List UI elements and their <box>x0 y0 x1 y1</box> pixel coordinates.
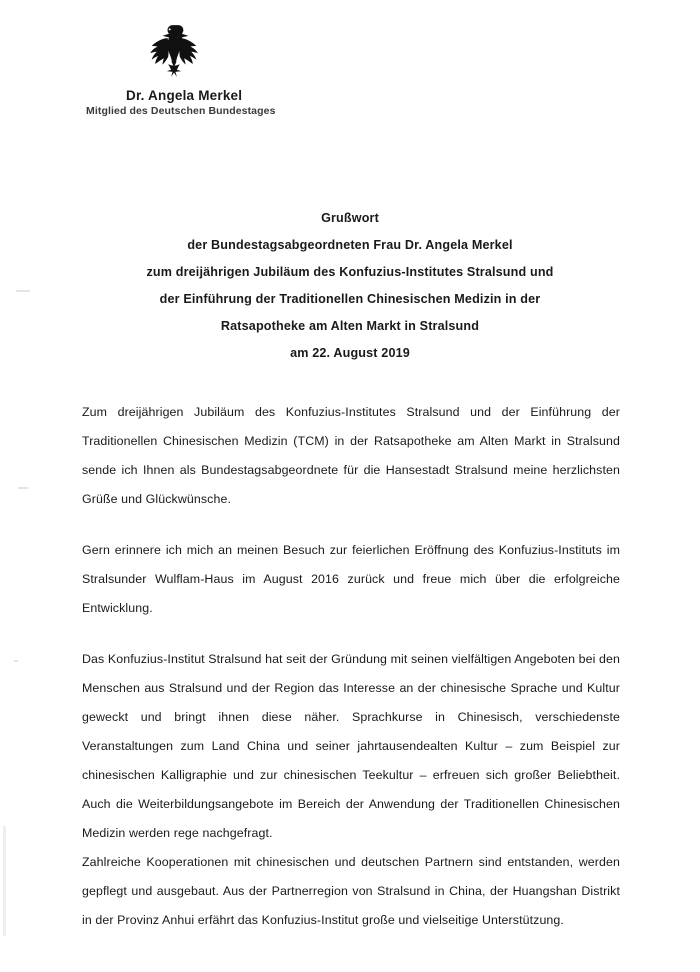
title-line-5: Ratsapotheke am Alten Markt in Stralsund <box>220 319 480 333</box>
body-paragraph-1: Zum dreijährigen Jubiläum des Konfuzius-Institutes Stralsund und der Einführung der Traditionellen Chinesischen Medizin (TCM) in der Ratsapotheke am Alten Markt in Stralsund sende ich Ihnen als Bundestagsabgeordnete für die Hansestadt Stralsund meine herzlichsten Grüße und Glückwünsche. <box>82 405 620 506</box>
scan-artifact <box>3 826 6 936</box>
title-line-4: der Einführung der Traditionellen Chinesischen Medizin in der <box>159 292 541 306</box>
body-paragraph-2: Gern erinnere ich mich an meinen Besuch zur feierlichen Eröffnung des Konfuzius-Instituts im Stralsunder Wulflam-Haus im August 2016 zurück und freue mich über die erfolgreiche Entwicklung. <box>82 543 620 615</box>
scan-artifact <box>14 660 18 662</box>
title-line-2: der Bundestagsabgeordneten Frau Dr. Angela Merkel <box>187 238 513 252</box>
letterhead-name: Dr. Angela Merkel <box>126 88 243 103</box>
title-line-1: Grußwort <box>321 211 379 225</box>
scan-artifact <box>18 487 28 489</box>
letterhead-role: Mitglied des Deutschen Bundestages <box>86 105 276 117</box>
body-paragraph-3: Das Konfuzius-Institut Stralsund hat seit der Gründung mit seinen vielfältigen Angeboten bei den Menschen aus Stralsund und der Region das Interesse an der chinesische Sprache und Kultur geweckt und bringt ihnen diese näher. Sprachkurse in Chinesisch, verschiedenste Veranstaltungen zum Land China und seiner jahrtausendealten Kultur – zum Beispiel zur chinesischen Kalligraphie und zur chinesischen Teekultur – erfreuen sich großer Beliebtheit. Auch die Weiterbildungsangebote im Bereich der Anwendung der Traditionellen Chinesischen Medizin werden rege nachgefragt. <box>82 652 620 840</box>
bundestag-eagle-icon <box>138 22 210 80</box>
document-body <box>82 398 620 957</box>
document-title <box>80 205 620 367</box>
body-paragraph-4: Zahlreiche Kooperationen mit chinesischen und deutschen Partnern sind entstanden, werden gepflegt und ausgebaut. Aus der Partnerregion von Stralsund in China, der Huangshan Distrikt in der Provinz Anhui erfährt das Konfuzius-Institut große und vielseitige Unterstützung. <box>82 855 620 927</box>
title-line-6: am 22. August 2019 <box>290 346 410 360</box>
scan-artifact <box>16 290 30 292</box>
title-line-3: zum dreijährigen Jubiläum des Konfuzius-Institutes Stralsund und <box>146 265 554 279</box>
letterhead <box>86 22 416 117</box>
